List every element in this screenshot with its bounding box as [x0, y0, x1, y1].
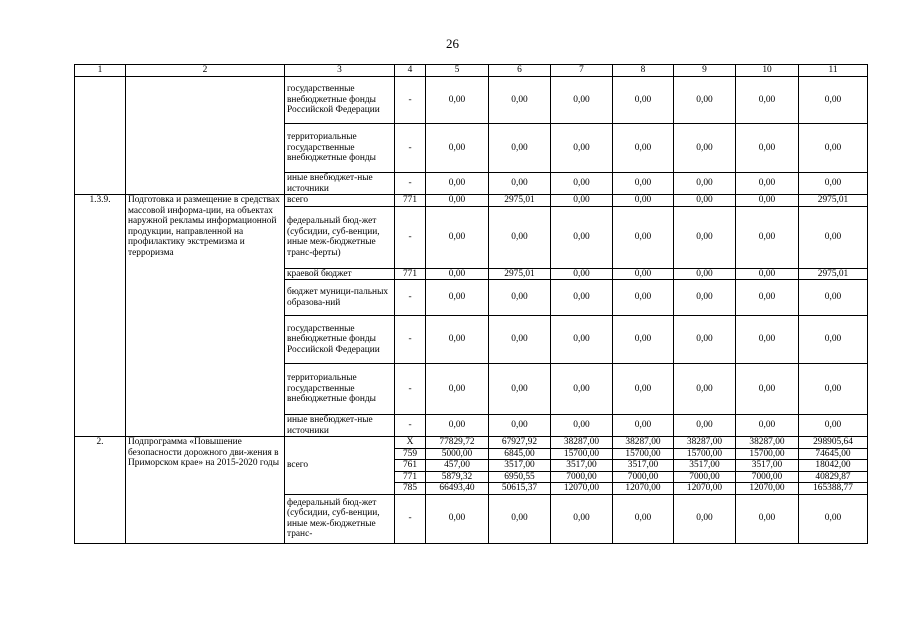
- budget-code: -: [395, 316, 426, 364]
- budget-code: 771: [395, 195, 426, 207]
- funding-source: иные внебюджет-ные источники: [285, 415, 395, 437]
- value-cell: 0,00: [613, 173, 674, 195]
- funding-source: территориальные государственные внебюджетные фонды: [285, 124, 395, 173]
- value-cell: 0,00: [674, 316, 736, 364]
- value-cell: 0,00: [736, 280, 799, 316]
- value-cell: 0,00: [489, 124, 551, 173]
- value-cell: 38287,00: [736, 437, 799, 449]
- value-cell: 0,00: [799, 415, 868, 437]
- value-cell: 0,00: [489, 316, 551, 364]
- value-cell: 298905,64: [799, 437, 868, 449]
- value-cell: 15700,00: [551, 448, 613, 460]
- value-cell: 0,00: [551, 124, 613, 173]
- value-cell: 0,00: [551, 364, 613, 415]
- value-cell: 2975,01: [799, 195, 868, 207]
- page-number: 26: [446, 36, 459, 51]
- value-cell: 38287,00: [613, 437, 674, 449]
- column-number: 1: [75, 65, 126, 77]
- table-row: [75, 77, 868, 124]
- value-cell: 77829,72: [426, 437, 489, 449]
- column-number: 11: [799, 65, 868, 77]
- value-cell: 0,00: [551, 415, 613, 437]
- value-cell: 15700,00: [613, 448, 674, 460]
- budget-code: 759: [395, 448, 426, 460]
- value-cell: 0,00: [799, 173, 868, 195]
- value-cell: 0,00: [426, 195, 489, 207]
- value-cell: 0,00: [674, 415, 736, 437]
- funding-source: государственные внебюджетные фонды Российской Федерации: [285, 77, 395, 124]
- value-cell: 3517,00: [489, 460, 551, 472]
- budget-code: -: [395, 415, 426, 437]
- item-title-cell: [126, 77, 285, 195]
- funding-source: всего: [285, 195, 395, 207]
- item-title: Подготовка и размещение в средствах массовой информа-ции, на объектах наружной рекламы информационной продукции, направленной на профилактику экстремизма и терроризма: [126, 195, 285, 437]
- value-cell: 0,00: [799, 77, 868, 124]
- value-cell: 5000,00: [426, 448, 489, 460]
- funding-source: бюджет муници-пальных образова-ний: [285, 280, 395, 316]
- value-cell: 0,00: [736, 364, 799, 415]
- value-cell: 40829,87: [799, 471, 868, 483]
- item-number-cell: [75, 77, 126, 195]
- value-cell: 74645,00: [799, 448, 868, 460]
- value-cell: 5879,32: [426, 471, 489, 483]
- budget-code: -: [395, 280, 426, 316]
- budget-code: -: [395, 494, 426, 543]
- value-cell: 0,00: [799, 316, 868, 364]
- value-cell: 0,00: [426, 316, 489, 364]
- value-cell: 0,00: [799, 280, 868, 316]
- budget-code: 785: [395, 483, 426, 495]
- item-number: 1.3.9.: [75, 195, 126, 437]
- value-cell: 2975,01: [799, 268, 868, 280]
- column-number: 9: [674, 65, 736, 77]
- value-cell: 0,00: [736, 77, 799, 124]
- value-cell: 38287,00: [674, 437, 736, 449]
- value-cell: 0,00: [426, 280, 489, 316]
- value-cell: 0,00: [674, 268, 736, 280]
- value-cell: 0,00: [799, 206, 868, 268]
- value-cell: 0,00: [736, 494, 799, 543]
- funding-source: федеральный бюд-жет (субсидии, суб-венции, иные меж-бюджетные транс-: [285, 494, 395, 543]
- value-cell: 0,00: [736, 173, 799, 195]
- value-cell: 0,00: [613, 195, 674, 207]
- value-cell: 12070,00: [613, 483, 674, 495]
- value-cell: 0,00: [489, 206, 551, 268]
- value-cell: 0,00: [551, 206, 613, 268]
- funding-source: всего: [285, 437, 395, 495]
- item-number: 2.: [75, 437, 126, 544]
- value-cell: 0,00: [674, 195, 736, 207]
- value-cell: 0,00: [674, 280, 736, 316]
- value-cell: 3517,00: [551, 460, 613, 472]
- value-cell: 0,00: [736, 268, 799, 280]
- value-cell: 0,00: [426, 124, 489, 173]
- funding-source: федеральный бюд-жет (субсидии, суб-венции, иные меж-бюджетные транс-ферты): [285, 206, 395, 268]
- value-cell: 0,00: [489, 494, 551, 543]
- value-cell: 6950,55: [489, 471, 551, 483]
- value-cell: 0,00: [613, 280, 674, 316]
- value-cell: 0,00: [426, 173, 489, 195]
- value-cell: 0,00: [674, 364, 736, 415]
- value-cell: 66493,40: [426, 483, 489, 495]
- value-cell: 0,00: [674, 206, 736, 268]
- value-cell: 12070,00: [551, 483, 613, 495]
- value-cell: 165388,77: [799, 483, 868, 495]
- value-cell: 0,00: [426, 268, 489, 280]
- value-cell: 0,00: [489, 77, 551, 124]
- value-cell: 0,00: [736, 316, 799, 364]
- value-cell: 0,00: [674, 124, 736, 173]
- value-cell: 0,00: [426, 415, 489, 437]
- value-cell: 457,00: [426, 460, 489, 472]
- value-cell: 0,00: [613, 415, 674, 437]
- budget-code: -: [395, 364, 426, 415]
- value-cell: 0,00: [551, 268, 613, 280]
- value-cell: 7000,00: [736, 471, 799, 483]
- budget-code: 771: [395, 268, 426, 280]
- value-cell: 0,00: [489, 364, 551, 415]
- funding-source: иные внебюджет-ные источники: [285, 173, 395, 195]
- value-cell: 0,00: [674, 494, 736, 543]
- column-number: 3: [285, 65, 395, 77]
- value-cell: 2975,01: [489, 268, 551, 280]
- value-cell: 0,00: [613, 316, 674, 364]
- column-number: 5: [426, 65, 489, 77]
- value-cell: 0,00: [799, 124, 868, 173]
- value-cell: 0,00: [551, 494, 613, 543]
- value-cell: 0,00: [426, 77, 489, 124]
- value-cell: 7000,00: [551, 471, 613, 483]
- budget-code: X: [395, 437, 426, 449]
- budget-code: -: [395, 77, 426, 124]
- table-row: [75, 437, 868, 449]
- value-cell: 0,00: [426, 206, 489, 268]
- value-cell: 3517,00: [736, 460, 799, 472]
- value-cell: 15700,00: [736, 448, 799, 460]
- budget-code: -: [395, 173, 426, 195]
- value-cell: 0,00: [551, 173, 613, 195]
- column-number: 10: [736, 65, 799, 77]
- value-cell: 0,00: [613, 268, 674, 280]
- value-cell: 2975,01: [489, 195, 551, 207]
- value-cell: 3517,00: [674, 460, 736, 472]
- value-cell: 15700,00: [674, 448, 736, 460]
- value-cell: 0,00: [799, 494, 868, 543]
- value-cell: 0,00: [426, 494, 489, 543]
- value-cell: 38287,00: [551, 437, 613, 449]
- funding-source: государственные внебюджетные фонды Российской Федерации: [285, 316, 395, 364]
- column-number: 4: [395, 65, 426, 77]
- value-cell: 0,00: [489, 415, 551, 437]
- value-cell: 50615,37: [489, 483, 551, 495]
- value-cell: 7000,00: [674, 471, 736, 483]
- value-cell: 7000,00: [613, 471, 674, 483]
- funding-source: территориальные государственные внебюджетные фонды: [285, 364, 395, 415]
- budget-table: [74, 64, 868, 544]
- value-cell: 0,00: [736, 415, 799, 437]
- value-cell: 3517,00: [613, 460, 674, 472]
- value-cell: 0,00: [613, 124, 674, 173]
- value-cell: 0,00: [489, 280, 551, 316]
- value-cell: 0,00: [426, 364, 489, 415]
- value-cell: 0,00: [551, 77, 613, 124]
- value-cell: 18042,00: [799, 460, 868, 472]
- value-cell: 0,00: [551, 195, 613, 207]
- value-cell: 12070,00: [674, 483, 736, 495]
- budget-code: 771: [395, 471, 426, 483]
- value-cell: 0,00: [799, 364, 868, 415]
- value-cell: 0,00: [613, 364, 674, 415]
- value-cell: 12070,00: [736, 483, 799, 495]
- column-number: 6: [489, 65, 551, 77]
- budget-code: -: [395, 124, 426, 173]
- budget-code: -: [395, 206, 426, 268]
- value-cell: 0,00: [613, 494, 674, 543]
- value-cell: 0,00: [736, 195, 799, 207]
- value-cell: 0,00: [613, 77, 674, 124]
- value-cell: 0,00: [674, 173, 736, 195]
- table-row: [75, 195, 868, 207]
- value-cell: 0,00: [489, 173, 551, 195]
- column-number-row: [75, 65, 868, 77]
- value-cell: 0,00: [613, 206, 674, 268]
- column-number: 7: [551, 65, 613, 77]
- column-number: 8: [613, 65, 674, 77]
- value-cell: 0,00: [736, 206, 799, 268]
- value-cell: 0,00: [551, 316, 613, 364]
- value-cell: 6845,00: [489, 448, 551, 460]
- value-cell: 0,00: [674, 77, 736, 124]
- funding-source: краевой бюджет: [285, 268, 395, 280]
- budget-code: 761: [395, 460, 426, 472]
- value-cell: 67927,92: [489, 437, 551, 449]
- value-cell: 0,00: [736, 124, 799, 173]
- value-cell: 0,00: [551, 280, 613, 316]
- column-number: 2: [126, 65, 285, 77]
- item-title: Подпрограмма «Повышение безопасности дорожного дви-жения в Приморском крае» на 2015-2020 годы: [126, 437, 285, 544]
